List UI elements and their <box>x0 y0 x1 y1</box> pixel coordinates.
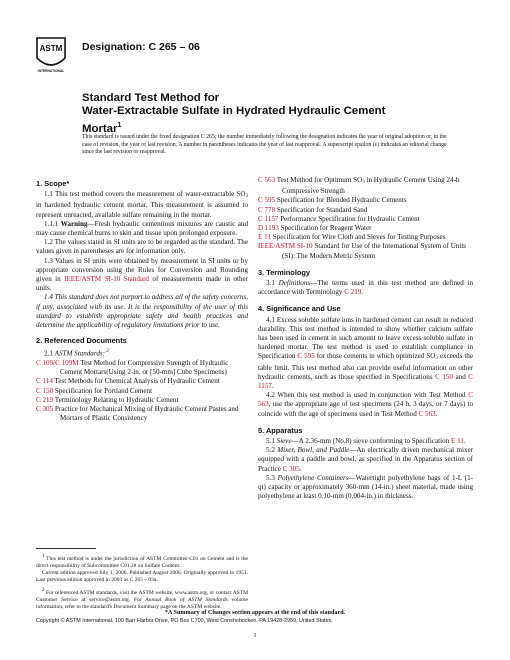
left-reference-list <box>36 359 248 423</box>
reference-item <box>36 396 248 405</box>
reference-title: Specification for Standard Sand <box>275 205 368 214</box>
reference-code-link[interactable]: C 305 <box>36 405 54 414</box>
para-3-1: 3.1 Definitions—The terms used in this test method are defined in accordance with Terminology C 219. <box>258 279 473 297</box>
reference-code-link[interactable]: E 11 <box>258 233 271 242</box>
footnotes <box>36 553 248 611</box>
right-column <box>258 176 473 502</box>
ref-link-c305[interactable]: C 305 <box>282 464 300 473</box>
left-column <box>36 179 248 423</box>
section-3-heading: 3. Terminology <box>258 267 311 277</box>
reference-item <box>258 206 473 215</box>
reference-item <box>258 196 473 205</box>
para-4-2: 4.2 When this test method is used in conjunction with Test Method C 563, use the appropriate age of test specimens (24 h, 3 days, or 7 days) to coincide with the age of specimens used in Test Method C 563. <box>258 391 473 418</box>
reference-title: Specification for Reagent Water <box>278 224 372 233</box>
title-line-1: Standard Test Method for <box>82 92 220 104</box>
reference-code-link[interactable]: C 563 <box>258 176 276 184</box>
reference-title: Specification for Wire Cloth and Sieves for Testing Purposes <box>270 233 446 242</box>
right-reference-list <box>258 176 473 261</box>
ref-link-c595[interactable]: C 595 <box>297 352 315 361</box>
footnote-1: $^1$ This test method is under the jurisdiction of ASTM Committee C01 on Cement and is the direct responsibility of Subcommittee C01.28 on Sulfate Content. <box>36 554 248 569</box>
footnote-2: $^2$ For referenced ASTM standards, visit the ASTM website, www.astm.org, or contact ASTM Customer Service at service@astm.org. For Annual Book of ASTM Standards volume information, refer to the standard's Document Summary page on the ASTM website. <box>36 587 248 610</box>
reference-title: Test Method for Optimum SO <box>275 176 363 184</box>
para-2-1: 2.1 ASTM Standards: $^2$ <box>44 349 109 358</box>
title-line-3: Mortar <box>82 122 118 135</box>
ref-link-c1157[interactable]: C 1157 <box>258 372 474 391</box>
reference-code-link[interactable]: C 114 <box>36 377 53 386</box>
section-4-heading: 4. Significance and Use <box>258 304 341 314</box>
summary-note: *A Summary of Changes section appears at the end of this standard. <box>164 609 346 616</box>
reference-item <box>36 405 248 423</box>
para-1-3: 1.3 Values in SI units were obtained by measurement in SI units or by appropriate conversion using the Rules for Conversion and Rounding given in IEEE/ASTM SI-10 Standard of measurements made in other units. <box>36 256 248 293</box>
reference-title: Specification for Portland Cement <box>53 386 153 395</box>
reference-code-link[interactable]: D 1193 <box>258 224 279 233</box>
reference-title: Terminology Relating to Hydraulic Cement <box>53 395 179 404</box>
para-5-2: 5.2 Mixer, Bowl, and Paddle—An electrically driven mechanical mixer equipped with a paddle and bowl, as specified in the Apparatus section of Practice C 305. <box>258 446 473 473</box>
reference-item <box>258 224 473 233</box>
reference-item <box>258 233 473 242</box>
svg-text:ASTM: ASTM <box>39 44 63 53</box>
para-1-1-1: 1.1.1 Warning—Fresh hydraulic cementious mixtures are caustic and may cause chemical burns to skin and tissue upon prolonged exposure. <box>36 219 249 238</box>
section-1-heading: 1. Scope* <box>36 179 70 188</box>
reference-item <box>36 387 248 396</box>
reference-code-link[interactable]: IEEE/ASTM SI-10 <box>258 242 313 251</box>
standard-notice: This standard is issued under the fixed designation C 265; the number immediately following the designation indicates the year of original adoption or, in the case of revision, the year of last revision. A number in parentheses indicates the year of last reapproval. A superscript epsilon (ε) indicates an editorial change since the last revision or reapproval. <box>82 134 447 155</box>
section-2-heading: 2. Referenced Documents <box>36 336 127 346</box>
reference-item <box>258 176 473 196</box>
svg-text:INTERNATIONAL: INTERNATIONAL <box>37 69 65 73</box>
ref-link-c563-b[interactable]: C 563 <box>418 409 436 418</box>
reference-code-link[interactable]: C 595 <box>258 196 276 205</box>
reference-item <box>36 377 248 386</box>
title-footnote-mark: 1 <box>117 121 122 129</box>
para-1-4: 1.4 This standard does not purport to address all of the safety concerns, if any, associated with its use. It is the responsibility of the user of this standard to establish appropriate safety and health practices and determine the applicability of regulatory limitations prior to use. <box>36 293 249 330</box>
reference-item <box>258 242 473 260</box>
para-5-3: 5.3 Polyethylene Containers—Watertight polyethylene bags of 1-L (1-qt) capacity or approximately 360-mm (14-in.) sheet material, made using polyethylene at least 0.10-mm (0.004-in.) in thickness. <box>258 473 473 501</box>
ref-link-c563-a[interactable]: C 563 <box>258 391 473 409</box>
copyright-line: Copyright © ASTM International, 100 Barr Harbor Drive, PO Box C700, West Conshohocken, PA 19428-2959, United States. <box>36 618 333 624</box>
designation: Designation: C 265 – 06 <box>82 41 200 53</box>
reference-title: Test Methods for Chemical Analysis of Hydraulic Cement <box>52 377 220 386</box>
para-5-1: 5.1 Sieve—A 2.36-mm (No.8) sieve conforming to Specification E 11. <box>266 437 466 446</box>
page-number: 1 <box>253 632 257 639</box>
para-1-2: 1.2 The values stated in SI units are to be regarded as the standard. The values given in parentheses are for information only. <box>36 238 248 256</box>
footnote-1-edition: Current edition approved July 1, 2006. Published August 2006. Originally approved in 1951. Last previous edition approved in 2003 as C 265 – 03a. <box>36 569 248 583</box>
reference-title: Practice for Mechanical Mixing of Hydraulic Cement Pastes and Mortars of Plastic Consistency <box>53 405 239 423</box>
reference-title: Standard for Use of the International System of Units (SI): The Modern Metric System <box>282 242 467 260</box>
reference-subscript: 3 <box>362 180 365 185</box>
ref-link-c219[interactable]: C 219 <box>344 288 362 297</box>
title-line-2: Water-Extractable Sulfate in Hydrated Hydraulic Cement <box>82 105 386 118</box>
para-4-1: 4.1 Excess soluble sulfate ions in hardened cement can result in reduced durability. This test method is intended to show whether calcium sulfate has been used in cement in such amount to leave excess soluble sulfate in hardened mortar. The test method is used to establish compliance in Specification C 595 for those cements in which optimized $SO_3$ exceeds the table limit. This test method also can provide useful information on other hydraulic cements, such as those specified in Specifications C 150 and C 1157. <box>258 315 474 391</box>
ref-link-c150[interactable]: C 150 <box>435 372 453 381</box>
section-5-heading: 5. Apparatus <box>258 425 303 435</box>
ref-link-e11[interactable]: E 11 <box>451 437 464 446</box>
astm-logo <box>34 36 68 74</box>
reference-item <box>258 215 473 224</box>
document-title <box>82 92 442 136</box>
reference-title: Test Method for Compressive Strength of Hydraulic Cement Mortars(Using 2-in. or [50-mm] Cube Specimens) <box>60 359 229 377</box>
ref-link-standard[interactable]: Standard <box>123 275 149 284</box>
reference-code-link[interactable]: C 1157 <box>258 214 279 223</box>
reference-code-link[interactable]: C 219 <box>36 395 54 404</box>
para-1-1: 1.1 This test method covers the measurement of water-extractable $SO_3$ in hardened hydraulic cement mortar. This measurement is assumed to represent unreacted, available sulfate remaining in the mortar. <box>36 190 248 219</box>
ref-link-ieee[interactable]: IEEE/ASTM SI-10 <box>64 275 121 284</box>
reference-title-cont: in Hydraulic Cement Using 24-h Compressive Strength <box>282 176 460 196</box>
reference-title: Specification for Blended Hydraulic Cements <box>275 196 407 205</box>
reference-code-link[interactable]: C 109/C 109M <box>36 359 79 368</box>
reference-code-link[interactable]: C 150 <box>36 386 54 395</box>
reference-title: Performance Specification for Hydraulic Cement <box>278 214 420 223</box>
reference-code-link[interactable]: C 778 <box>258 205 276 214</box>
reference-item <box>36 359 248 377</box>
footnote-divider <box>36 548 96 549</box>
